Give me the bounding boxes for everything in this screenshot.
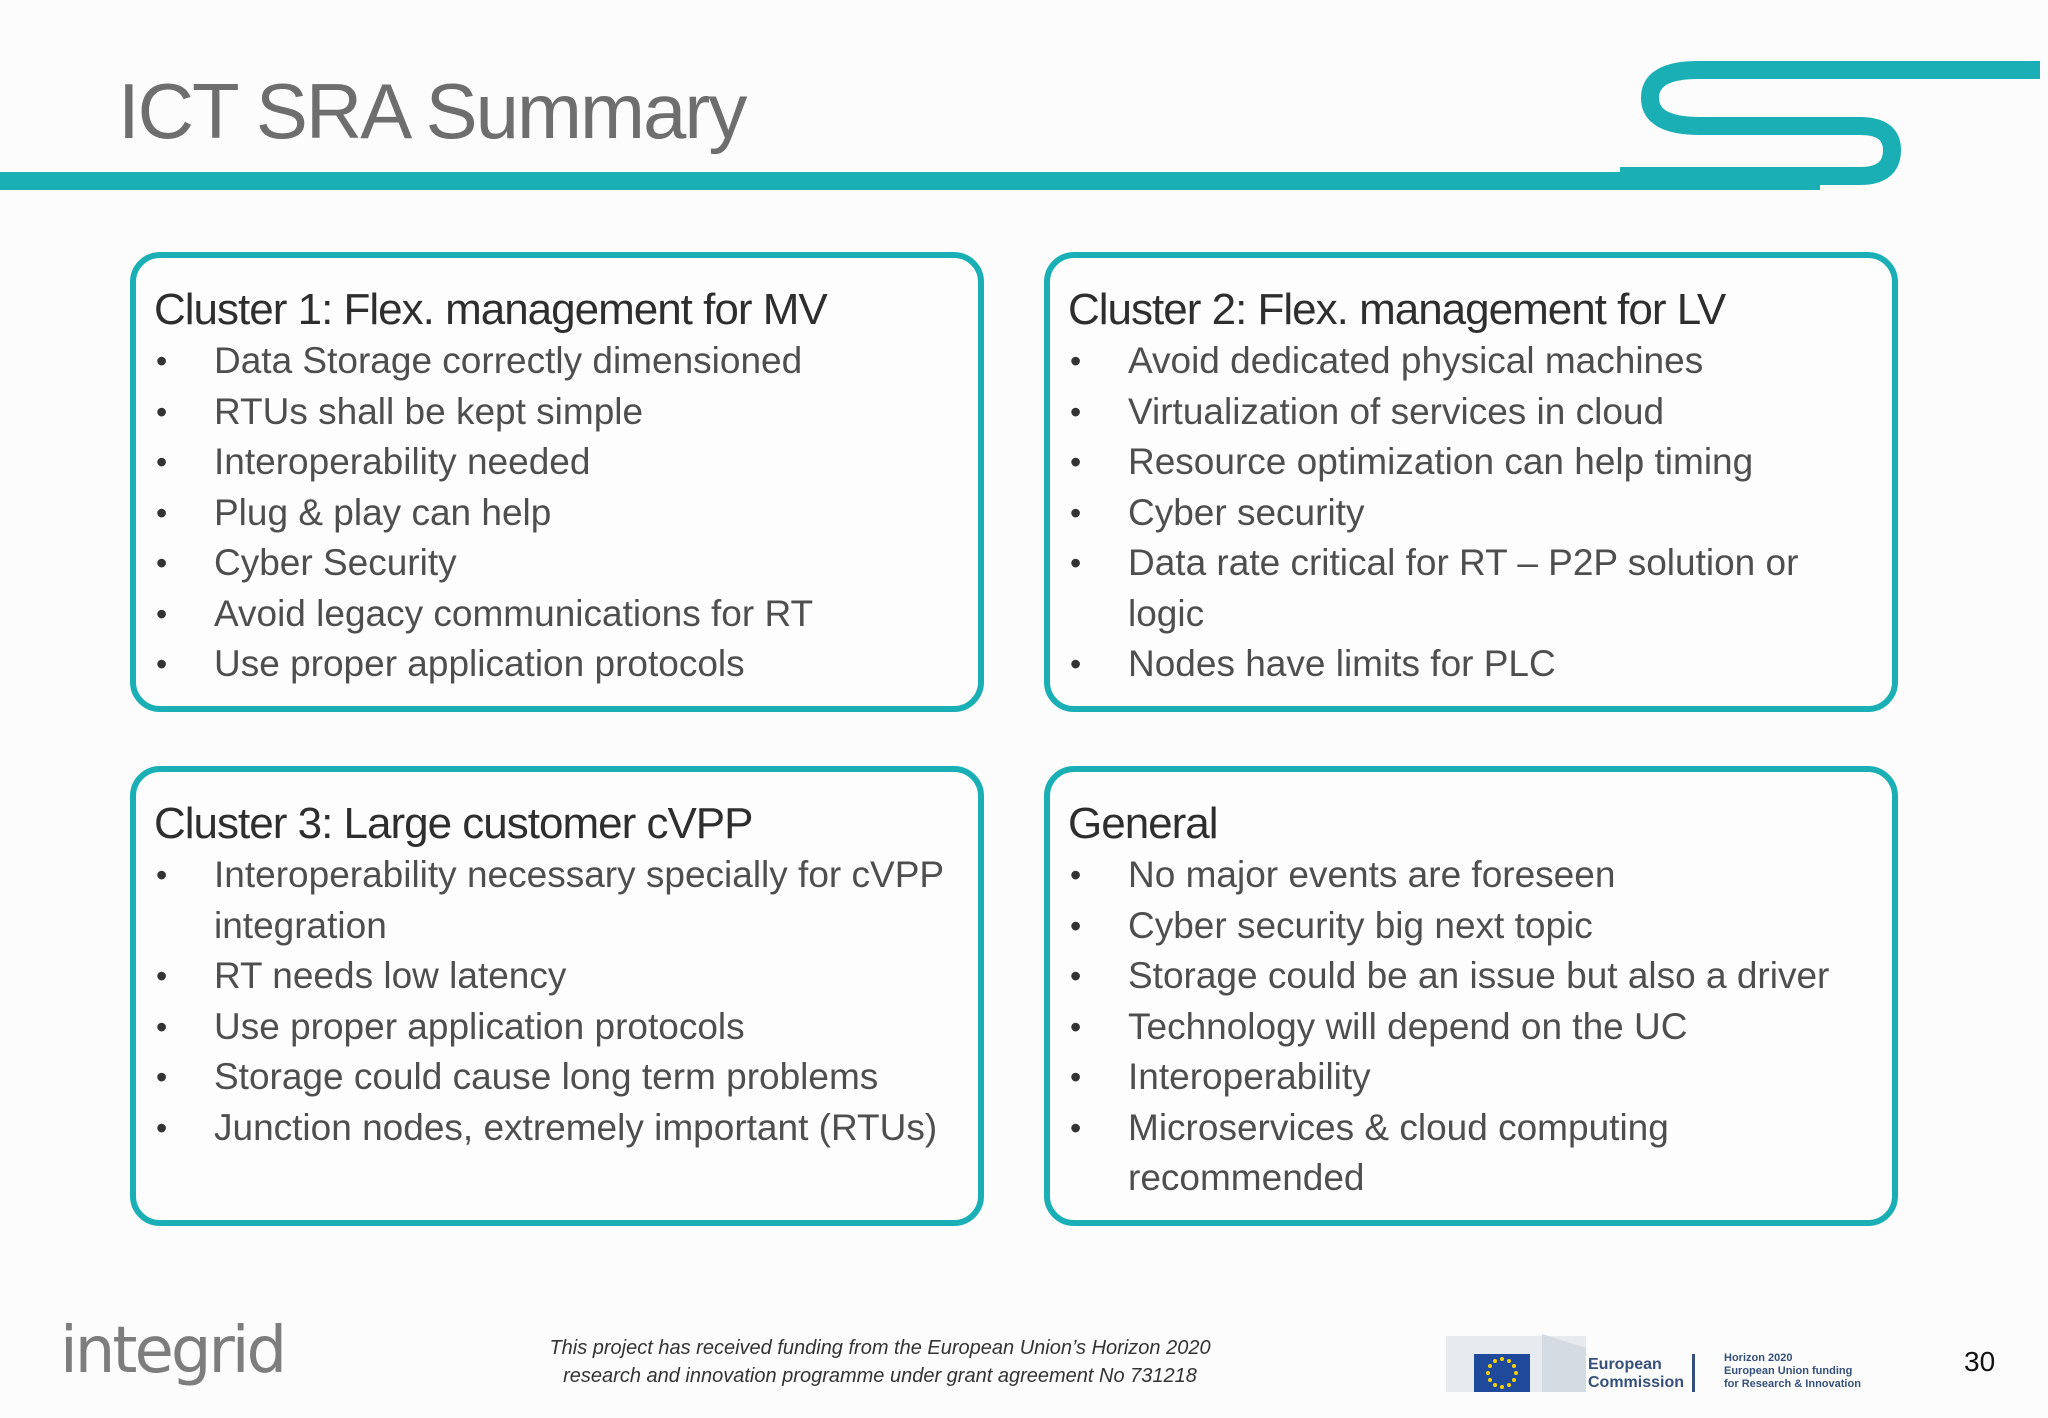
list-item: • Storage could cause long term problems [154,1052,958,1103]
list-item: • Cyber security big next topic [1068,901,1872,952]
list-item: • RT needs low latency [154,951,958,1002]
european-commission-label [1588,1356,1684,1392]
list-item: • Avoid legacy communications for RT [154,589,958,640]
list-item: • Data Storage correctly dimensioned [154,336,958,387]
list-item: • Use proper application protocols [154,639,958,690]
list-item: • Resource optimization can help timing [1068,437,1872,488]
list-item: • Microservices & cloud computing recommended [1068,1103,1872,1204]
card-cluster-3 [130,766,984,1226]
ec-divider [1692,1354,1695,1392]
list-item: • Use proper application protocols [154,1002,958,1053]
eu-flag-icon [1446,1328,1586,1392]
list-item: • Interoperability necessary specially for cVPP integration [154,850,958,951]
card-heading: Cluster 1: Flex. management for MV [154,285,827,334]
funding-line-2: research and innovation programme under grant agreement No 731218 [563,1365,1197,1387]
card-cluster-2 [1044,252,1898,712]
ec-line-1: European [1588,1356,1662,1373]
horizon-2020-label [1724,1352,1861,1391]
funding-line-1: This project has received funding from the European Union’s Horizon 2020 [549,1337,1211,1359]
list-item: • Nodes have limits for PLC [1068,639,1872,690]
list-item: • Interoperability needed [154,437,958,488]
funding-notice [500,1334,1260,1390]
list-item: • RTUs shall be kept simple [154,387,958,438]
slide-title: ICT SRA Summary [118,67,746,155]
brand-swoosh-icon [1620,40,2048,200]
card-heading: General [1068,799,1218,848]
card-heading: Cluster 2: Flex. management for LV [1068,285,1726,334]
list-item: • Virtualization of services in cloud [1068,387,1872,438]
card-heading: Cluster 3: Large customer cVPP [154,799,753,848]
list-item: • Cyber Security [154,538,958,589]
list-item: • Junction nodes, extremely important (RTUs) [154,1103,958,1154]
list-item: • Avoid dedicated physical machines [1068,336,1872,387]
h2020-line-3: for Research & Innovation [1724,1378,1861,1390]
logo-text: integrid [60,1318,285,1388]
h2020-line-1: Horizon 2020 [1724,1352,1793,1364]
integrid-logo [60,1318,300,1398]
list-item: • Storage could be an issue but also a driver [1068,951,1872,1002]
card-cluster-1 [130,252,984,712]
ec-line-2: Commission [1588,1374,1685,1391]
list-item: • Cyber security [1068,488,1872,539]
h2020-line-2: European Union funding [1724,1365,1853,1377]
list-item: • Interoperability [1068,1052,1872,1103]
list-item: • Technology will depend on the UC [1068,1002,1872,1053]
title-underline [0,172,1820,190]
list-item: • Plug & play can help [154,488,958,539]
card-general [1044,766,1898,1226]
list-item: • Data rate critical for RT – P2P solution or logic [1068,538,1872,639]
list-item: • No major events are foreseen [1068,850,1872,901]
page-number: 30 [1964,1346,1996,1377]
